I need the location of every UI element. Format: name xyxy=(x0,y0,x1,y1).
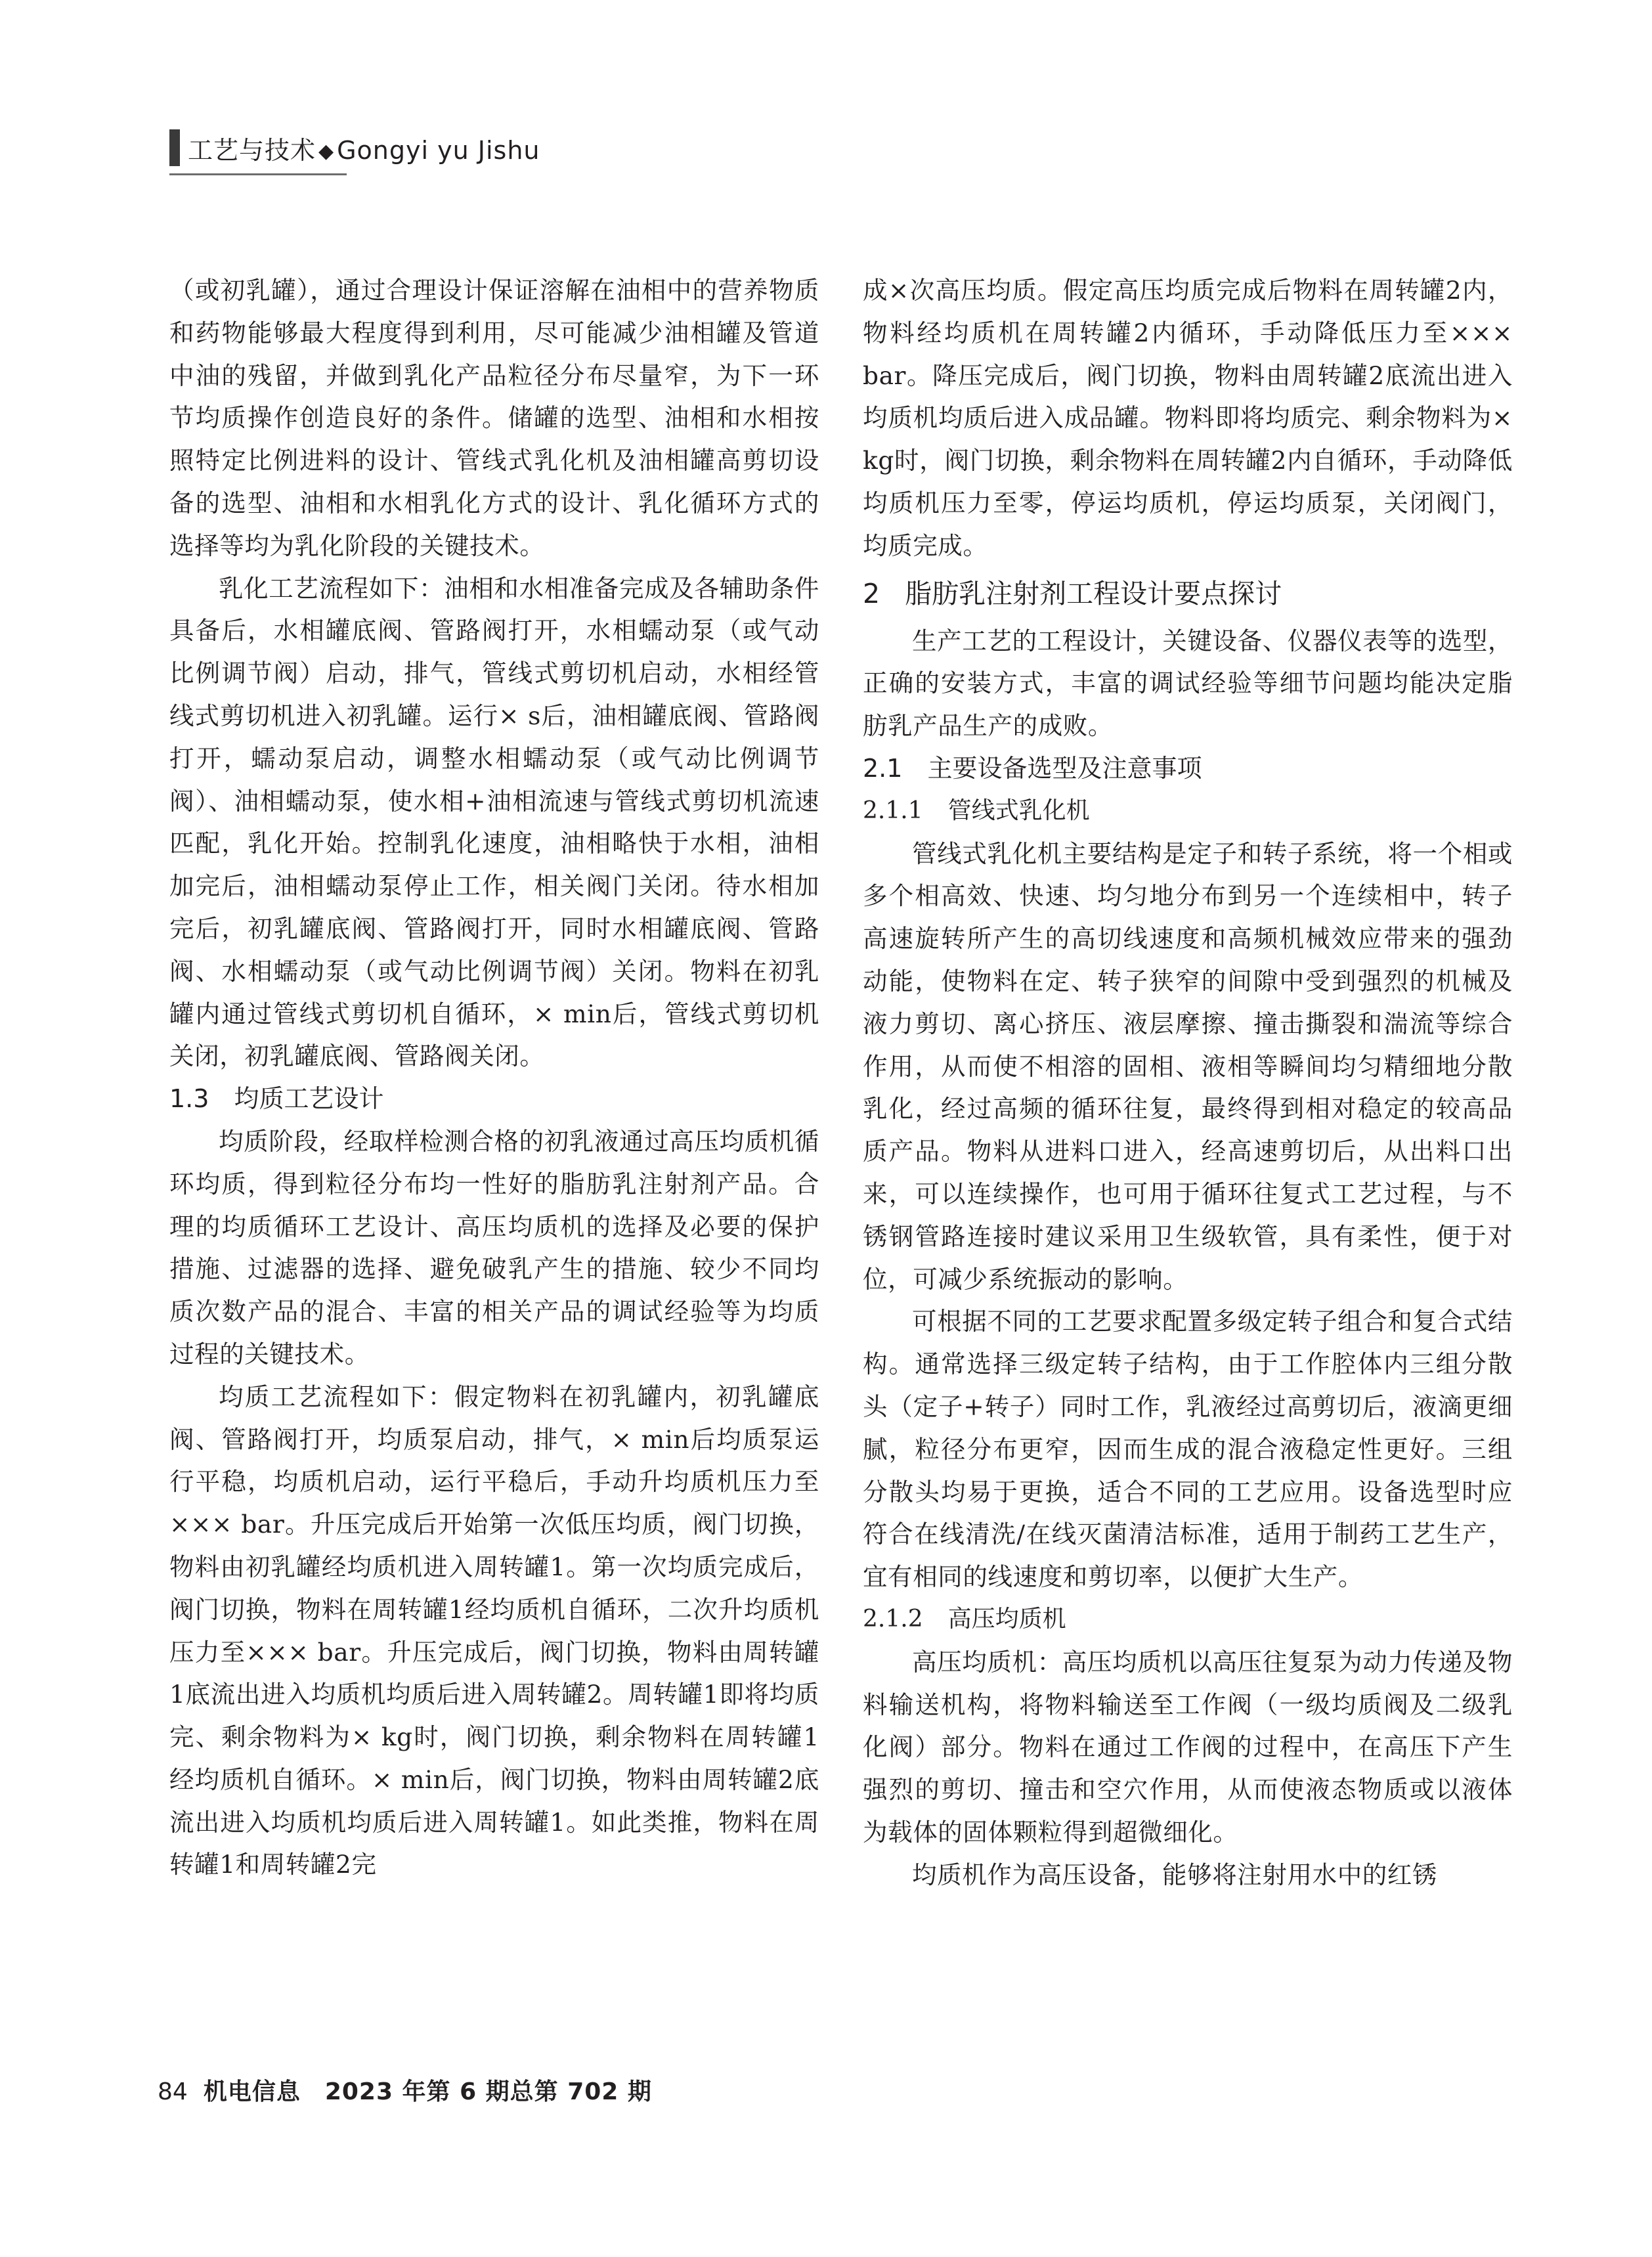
heading-number: 1.3 xyxy=(169,1084,209,1114)
paragraph: 高压均质机：高压均质机以高压往复泵为动力传递及物料输送机构，将物料输送至工作阀（一级均质阀及二级乳化阀）部分。物料在通过工作阀的过程中，在高压下产生强烈的剪切、撞击和空穴作用，从而使液态物质或以液体为载体的固体颗粒得到超微细化。 xyxy=(863,1647,1513,1847)
section-heading-2-1-1 xyxy=(863,790,1513,833)
section-heading-2 xyxy=(863,567,1513,620)
paragraph: 生产工艺的工程设计，关键设备、仪器仪表等的选型，正确的安装方式，丰富的调试经验等细节问题均能决定脂肪乳产品生产的成败。 xyxy=(863,626,1513,741)
paragraph: 均质机作为高压设备，能够将注射用水中的红锈 xyxy=(912,1860,1438,1889)
header-section: 工艺与技术 xyxy=(188,135,316,165)
section-heading-2-1-2 xyxy=(863,1598,1513,1641)
paragraph: 成×次高压均质。假定高压均质完成后物料在周转罐2内，物料经均质机在周转罐2内循环，手动降低压力至××× bar。降压完成后，阀门切换，物料由周转罐2底流出进入均质机均质后进入成品罐。物料即将均质完、剩余物料为× kg时，阀门切换，剩余物料在周转罐2内自循环，手动降低均质机压力至零，停运均质机，停运均质泵，关闭阀门，均质完成。 xyxy=(863,276,1513,560)
paragraph: 管线式乳化机主要结构是定子和转子系统，将一个相或多个相高效、快速、均匀地分布到另一个连续相中，转子高速旋转所产生的高切线速度和高频机械效应带来的强劲动能，使物料在定、转子狭窄的间隙中受到强烈的机械及液力剪切、离心挤压、液层摩擦、撞击撕裂和湍流等综合作用，从而使不相溶的固相、液相等瞬间均匀精细地分散乳化，经过高频的循环往复，最终得到相对稳定的较高品质产品。物料从进料口进入，经高速剪切后，从出料口出来，可以连续操作，也可用于循环往复式工艺过程，与不锈钢管路连接时建议采用卫生级软管，具有柔性，便于对位，可减少系统振动的影响。 xyxy=(863,839,1513,1294)
running-header xyxy=(169,123,540,172)
heading-title: 管线式乳化机 xyxy=(947,797,1090,824)
paragraph: 均质阶段，经取样检测合格的初乳液通过高压均质机循环均质，得到粒径分布均一性好的脂肪乳注射剂产品。合理的均质循环工艺设计、高压均质机的选择及必要的保护措施、过滤器的选择、避免破乳产生的措施、较少不同均质次数产品的混合、丰富的相关产品的调试经验等为均质过程的关键技术。 xyxy=(169,1126,819,1369)
right-column xyxy=(863,269,1513,1896)
heading-title: 脂肪乳注射剂工程设计要点探讨 xyxy=(905,577,1282,609)
header-pinyin: Gongyi yu Jishu xyxy=(337,135,540,165)
left-column xyxy=(169,269,819,1886)
header-marker-bar xyxy=(169,129,180,166)
diamond-icon: ◆ xyxy=(318,139,335,163)
heading-number: 2 xyxy=(863,577,880,609)
paragraph: 均质工艺流程如下：假定物料在初乳罐内，初乳罐底阀、管路阀打开，均质泵启动，排气，× min后均质泵运行平稳，均质机启动，运行平稳后，手动升均质机压力至××× bar。升压完成后开始第一次低压均质，阀门切换，物料由初乳罐经均质机进入周转罐1。第一次均质完成后，阀门切换，物料在周转罐1经均质机自循环，二次升均质机压力至××× bar。升压完成后，阀门切换，物料由周转罐1底流出进入均质机均质后进入周转罐2。周转罐1即将均质完、剩余物料为× kg时，阀门切换，剩余物料在周转罐1经均质机自循环。× min后，阀门切换，物料由周转罐2底流出进入均质机均质后进入周转罐1。如此类推，物料在周转罐1和周转罐2完 xyxy=(169,1382,819,1879)
paragraph: （或初乳罐），通过合理设计保证溶解在油相中的营养物质和药物能够最大程度得到利用，尽可能减少油相罐及管道中油的残留，并做到乳化产品粒径分布尽量窄，为下一环节均质操作创造良好的条件。储罐的选型、油相和水相按照特定比例进料的设计、管线式乳化机及油相罐高剪切设备的选型、油相和水相乳化方式的设计、乳化循环方式的选择等均为乳化阶段的关键技术。 xyxy=(169,276,819,560)
section-heading-1-3 xyxy=(169,1078,819,1120)
heading-title: 均质工艺设计 xyxy=(234,1084,384,1114)
heading-title: 高压均质机 xyxy=(947,1605,1066,1632)
heading-number: 2.1.1 xyxy=(863,797,923,824)
section-heading-2-1 xyxy=(863,747,1513,790)
paragraph: 乳化工艺流程如下：油相和水相准备完成及各辅助条件具备后，水相罐底阀、管路阀打开，水相蠕动泵（或气动比例调节阀）启动，排气，管线式剪切机启动，水相经管线式剪切机进入初乳罐。运行× s后，油相罐底阀、管路阀打开，蠕动泵启动，调整水相蠕动泵（或气动比例调节阀）、油相蠕动泵，使水相+油相流速与管线式剪切机流速匹配，乳化开始。控制乳化速度，油相略快于水相，油相加完后，油相蠕动泵停止工作，相关阀门关闭。待水相加完后，初乳罐底阀、管路阀打开，同时水相罐底阀、管路阀、水相蠕动泵（或气动比例调节阀）关闭。物料在初乳罐内通过管线式剪切机自循环，× min后，管线式剪切机关闭，初乳罐底阀、管路阀关闭。 xyxy=(169,573,819,1071)
page-footer xyxy=(158,2073,652,2107)
paragraph: 可根据不同的工艺要求配置多级定转子组合和复合式结构。通常选择三级定转子结构，由于工作腔体内三组分散头（定子+转子）同时工作，乳液经过高剪切后，液滴更细腻，粒径分布更窄，因而生成的混合液稳定性更好。三组分散头均易于更换，适合不同的工艺应用。设备选型时应符合在线清洗/在线灭菌清洁标准，适用于制药工艺生产，宜有相同的线速度和剪切率，以便扩大生产。 xyxy=(863,1307,1513,1592)
header-text xyxy=(188,130,540,166)
heading-number: 2.1.2 xyxy=(863,1605,923,1632)
page-number: 84 xyxy=(158,2078,188,2105)
header-rule xyxy=(169,173,347,175)
heading-title: 主要设备选型及注意事项 xyxy=(927,753,1202,783)
journal-issue: 机电信息 2023 年第 6 期总第 702 期 xyxy=(203,2078,652,2105)
heading-number: 2.1 xyxy=(863,753,903,783)
